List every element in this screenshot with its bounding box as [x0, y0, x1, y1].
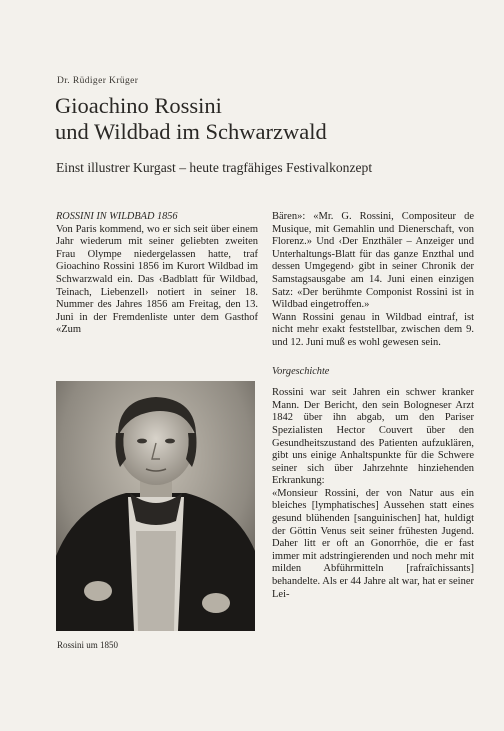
right-paragraph-1: Bären»: «Mr. G. Rossini, Compositeur de Musique, mit Gemahlin und Dienerschaft, von Florenz.» Und ‹Der Enzthäler – Anzeiger und Unterhaltungs-Blatt für das ganze Enzthal und dessen Umgegend› gibt in seiner Chronik der Samstagsausgabe am 14. Juni einen einzigen Satz: «Der berühmte Componist Rossini ist in Wildbad eingetroffen.» [272, 211, 474, 311]
title-line-1: Gioachino Rossini [55, 93, 222, 118]
right-column [272, 211, 474, 601]
photo-caption: Rossini um 1850 [57, 640, 119, 650]
right-paragraph-3: Rossini war seit Jahren ein schwer kranker Mann. Der Bericht, den sein Bologneser Arzt 1842 über ihn abgab, um den Pariser Spezialisten Hector Couvert über den Gesundheitszustand des Patienten aufzuklären, gibt uns einige Anhaltspunkte für die Schwere seiner sich über Jahrzehnte hinziehenden Erkrankung: [272, 387, 474, 487]
section-heading-1: ROSSINI IN WILDBAD 1856 [56, 211, 178, 222]
section-heading-2: Vorgeschichte [272, 365, 330, 377]
right-paragraph-4: «Monsieur Rossini, der von Natur aus ein bleiches [lymphatisches] Aussehen statt eines gesund blühenden [sanguinischen] hat, huldigt der Göttin Venus seit seiner frühesten Jugend. Daher litt er oft an Gonorrhöe, die er fast immer mit adstringierenden und noch mehr mit milden Abführmitteln [rafraîchissants] behandelte. Als er 44 Jahre alt war, hat er seiner Lei- [272, 487, 474, 600]
portrait-photo [56, 381, 255, 631]
title-line-2: und Wildbad im Schwarzwald [55, 119, 327, 144]
portrait-illustration [56, 381, 255, 631]
left-paragraph: Von Paris kommend, wo er sich seit über einem Jahr wiederum mit seiner geliebten zweiten Frau Olympe niedergelassen hatte, traf Gioachino Rossini 1856 im Kurort Wildbad im Schwarzwald ein. Das ‹Badblatt für Wildbad, Teinach, Liebenzell› notiert in seiner 18. Nummer des Jahres 1856 am Freitag, den 13. Juni in der Fremdenliste unter dem Gasthof «Zum [56, 223, 258, 336]
article-subtitle: Einst illustrer Kurgast – heute tragfähiges Festivalkonzept [56, 160, 373, 175]
article-title [55, 93, 455, 145]
right-paragraph-2: Wann Rossini genau in Wildbad eintraf, ist nicht mehr exakt feststellbar, zwischen dem 9. und 12. Juni muß es wohl gewesen sein. [272, 311, 474, 348]
left-column [56, 211, 258, 337]
author-name: Dr. Rüdiger Krüger [57, 76, 139, 86]
